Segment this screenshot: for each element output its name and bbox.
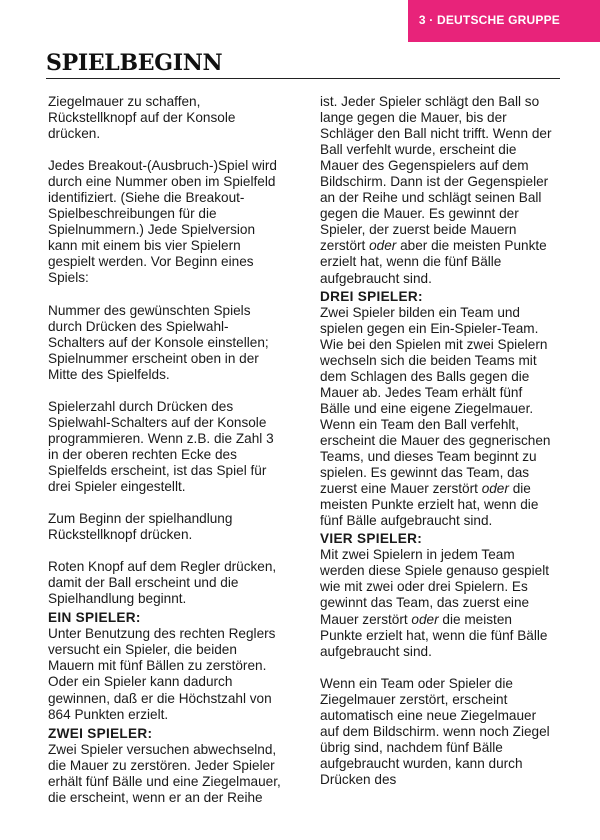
paragraph: Jedes Breakout-(Ausbruch-)Spiel wird durch eine Nummer oben im Spielfeld identifiziert. (Siehe die Breakout-Spielbeschreibungen für die Spielnummern.) Jede Spielversion kann mit einem bis vier Spielern gespielt werden. Vor Beginn eines Spiels: bbox=[48, 158, 277, 286]
section-heading-ein-spieler: EIN SPIELER: bbox=[48, 610, 141, 626]
paragraph bbox=[320, 305, 556, 530]
right-column bbox=[320, 94, 556, 788]
title-divider bbox=[46, 78, 560, 79]
paragraph: Roten Knopf auf dem Regler drücken, damit der Ball erscheint und die Spielhandlung beginnt. bbox=[48, 559, 277, 607]
section-heading-zwei-spieler: ZWEI SPIELER: bbox=[48, 725, 153, 741]
paragraph: Zum Beginn der spielhandlung Rückstellknopf drücken. bbox=[48, 511, 233, 543]
paragraph bbox=[320, 547, 556, 659]
section-heading-vier-spieler: VIER SPIELER: bbox=[320, 531, 423, 547]
text-run: Mit zwei Spielern in jedem Team werden diese Spiele genauso gespielt wie mit zwei oder drei Spielern. Es gewinnt das Team, das zuerst eine Mauer zerstört bbox=[320, 547, 549, 627]
paragraph: Ziegelmauer zu schaffen, Rückstellknopf auf der Konsole drücken. bbox=[48, 94, 236, 142]
paragraph: Wenn ein Team oder Spieler die Ziegelmauer zerstört, erscheint automatisch eine neue Ziegelmauer auf dem Bildschirm. wenn noch Ziegel übrig sind, nachdem fünf Bälle aufgebraucht wurden, kann durch Drücken des bbox=[320, 675, 550, 787]
emphasis: oder bbox=[481, 481, 509, 497]
text-run: die meisten Punkte erzielt hat, wenn die fünf Bälle aufgebraucht sind. bbox=[320, 611, 548, 659]
paragraph: Nummer des gewünschten Spiels durch Drücken des Spielwahl-Schalters auf der Konsole einstellen; Spielnummer erscheint oben in der Mitte des Spielfelds. bbox=[48, 302, 269, 382]
text-run: Zwei Spieler bilden ein Team und spielen gegen ein Ein-Spieler-Team. Wie bei den Spielen mit zwei Spielern wechseln sich die beiden Teams mit dem Schlagen des Balls gegen die Mauer ab. Jedes Team erhält fünf Bälle und eine eigene Ziegelmauer. Wenn ein Team den Ball verfehlt, erscheint die Mauer des gegnerischen Teams, und dieses Team beginnt zu spielen. Es gewinnt das Team, das zuerst eine Mauer zerstört bbox=[320, 304, 551, 497]
paragraph: Unter Benutzung des rechten Reglers versucht ein Spieler, die beiden Mauern mit fünf Bällen zu zerstören. Oder ein Spieler kann dadurch gewinnen, daß er die Höchstzahl von 864 Punkten erzielt. bbox=[48, 626, 276, 722]
emphasis: oder bbox=[369, 238, 397, 254]
emphasis: oder bbox=[411, 611, 439, 627]
paragraph bbox=[320, 94, 556, 287]
paragraph: Spielerzahl durch Drücken des Spielwahl-Schalters auf der Konsole programmieren. Wenn z.B. die Zahl 3 in der oberen rechten Ecke des Spielfelds erscheint, ist das Spiel für drei Spieler eingestellt. bbox=[48, 398, 274, 494]
section-banner bbox=[408, 0, 600, 42]
section-label: 3 · DEUTSCHE GRUPPE bbox=[418, 13, 560, 27]
text-run: aber die meisten Punkte erzielt hat, wenn die fünf Bälle aufgebraucht sind. bbox=[320, 238, 547, 286]
paragraph: Zwei Spieler versuchen abwechselnd, die Mauer zu zerstören. Jeder Spieler erhält fünf Bälle und eine Ziegelmauer, die erscheint, wenn er an der Reihe bbox=[48, 741, 281, 805]
section-heading-drei-spieler: DREI SPIELER: bbox=[320, 288, 423, 304]
text-run: ist. Jeder Spieler schlägt den Ball so lange gegen die Mauer, bis der Schläger den Ball nicht trifft. Wenn der Ball verfehlt wurde, erscheint die Mauer des Gegenspielers auf dem Bildschirm. Dann ist der Gegenspieler an der Reihe und schlägt seinen Ball gegen die Mauer. Es gewinnt der Spieler, der zuerst beide Mauern zerstört bbox=[320, 94, 552, 254]
left-column bbox=[48, 94, 284, 806]
text-run: die meisten Punkte erzielt hat, wenn die fünf Bälle aufgebraucht sind. bbox=[320, 481, 539, 529]
page-title: SPIELBEGINN bbox=[46, 50, 223, 76]
